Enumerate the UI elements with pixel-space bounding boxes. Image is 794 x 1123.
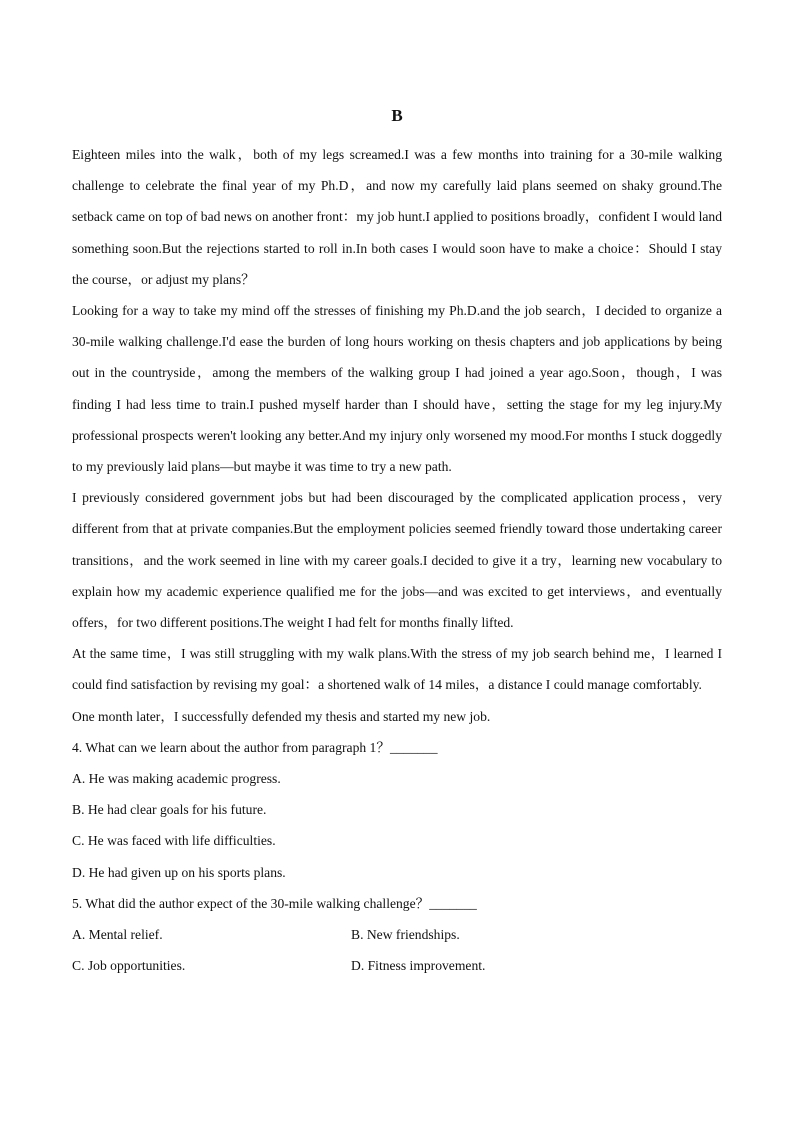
question-4-option-c: C. He was faced with life difficulties. xyxy=(72,833,276,849)
question-4-stem: 4. What can we learn about the author from paragraph 1？_______ xyxy=(72,739,438,755)
paragraph-4: At the same time，I was still struggling with my walk plans.With the stress of my job search behind me，I learned I could find satisfaction by revising my goal：a shortened walk of 14 miles，a distance I could manage comfortably. xyxy=(72,646,722,693)
paragraph-3: I previously considered government jobs but had been discouraged by the complicated application process，very different from that at private companies.But the employment policies seemed friendly toward those undertaking career transitions，and the work seemed in line with my career goals.I decided to give it a try，learning new vocabulary to explain how my academic experience qualified me for the jobs—and was excited to get interviews，and eventually offers，for two different positions.The weight I had felt for months finally lifted. xyxy=(72,490,722,631)
question-5-option-b: B. New friendships. xyxy=(351,927,460,943)
question-4-option-d: D. He had given up on his sports plans. xyxy=(72,864,286,880)
question-5-stem: 5. What did the author expect of the 30-mile walking challenge？_______ xyxy=(72,895,477,911)
question-5-option-d: D. Fitness improvement. xyxy=(351,958,486,974)
paragraph-5: One month later，I successfully defended my thesis and started my new job. xyxy=(72,708,491,724)
passage xyxy=(72,139,722,981)
question-5-option-a: A. Mental relief. xyxy=(72,927,163,943)
question-5-options-row-1 xyxy=(72,919,722,950)
section-title: B xyxy=(391,106,403,125)
question-5-options-row-2 xyxy=(72,950,722,981)
paragraph-2: Looking for a way to take my mind off the stresses of finishing my Ph.D.and the job search，I decided to organize a 30-mile walking challenge.I'd ease the burden of long hours working on thesis chapters and job applications by being out in the countryside，among the members of the walking group I had joined a year ago.Soon，though，I was finding I had less time to train.I pushed myself harder than I should have，setting the stage for my leg injury.My professional prospects weren't looking any better.And my injury only worsened my mood.For months I stuck doggedly to my previously laid plans—but maybe it was time to try a new path. xyxy=(72,303,722,475)
question-5-option-c: C. Job opportunities. xyxy=(72,958,186,974)
paragraph-1: Eighteen miles into the walk，both of my legs screamed.I was a few months into training for a 30-mile walking challenge to celebrate the final year of my Ph.D，and now my carefully laid plans seemed on shaky ground.The setback came on top of bad news on another front：my job hunt.I applied to positions broadly，confident I would land something soon.But the rejections started to roll in.In both cases I would soon have to make a choice：Should I stay the course，or adjust my plans？ xyxy=(72,147,722,287)
question-4-option-b: B. He had clear goals for his future. xyxy=(72,802,267,818)
question-4-option-a: A. He was making academic progress. xyxy=(72,771,281,787)
